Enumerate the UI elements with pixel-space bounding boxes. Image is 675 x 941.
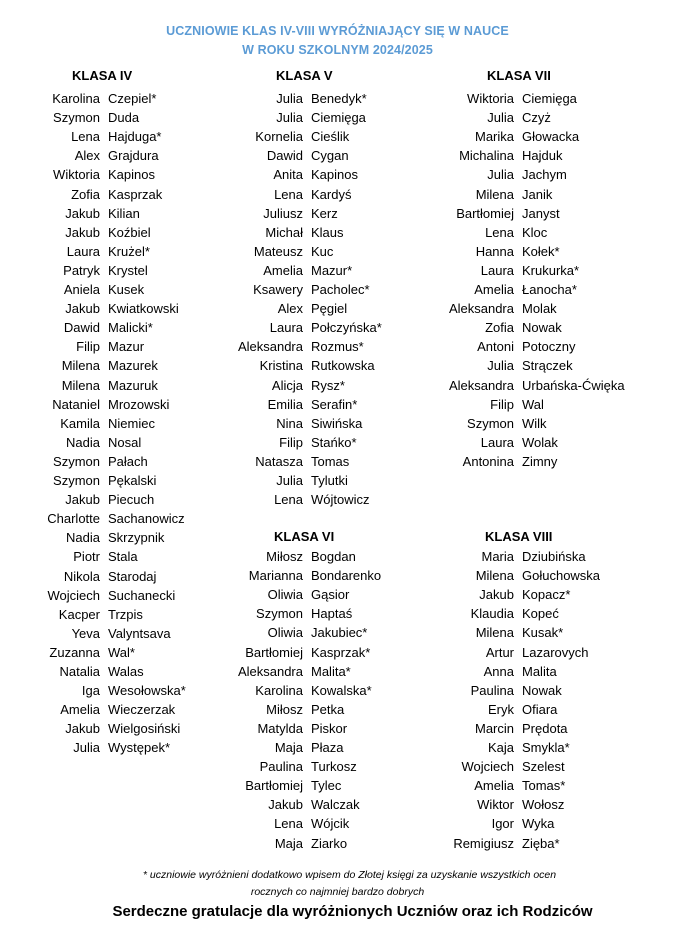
student-row [0,165,675,184]
student-first-name: Milena [61,358,100,374]
student-last-name: Skrzypnik [108,530,165,546]
student-row [0,356,675,375]
student-first-name: Julia [487,167,514,183]
footnote-line-2: rocznych co najmniej bardzo dobrych [250,886,425,898]
student-row [0,623,675,642]
student-last-name: Turkosz [311,759,357,775]
student-first-name: Jakub [479,587,514,603]
student-last-name: Czepiel* [108,91,157,106]
student-last-name: Lazarovych [522,644,589,660]
student-first-name: Marika [474,129,514,145]
student-last-name: Grajdura [108,148,159,164]
student-row [0,509,675,528]
student-first-name: Karolina [255,682,303,698]
student-last-name: Mrozowski [108,396,170,412]
student-last-name: Tomas* [522,778,566,794]
student-first-name: Zuzanna [49,644,100,660]
student-last-name: Molak [522,301,557,317]
student-first-name: Marianna [248,568,303,584]
student-first-name: Szymon [256,606,303,622]
student-last-name: Rutkowska [311,358,375,374]
student-first-name: Anna [483,663,514,679]
student-last-name: Kuc [311,243,334,259]
student-last-name: Zięba* [522,835,560,851]
student-row [0,452,675,471]
student-first-name: Kornelia [255,129,303,145]
student-row [0,795,675,814]
student-last-name: Szelest [522,759,565,775]
student-first-name: Lena [274,186,303,202]
congratulations-text: Serdeczne gratulacje dla wyróżnionych Uczniów oraz ich Rodziców [112,903,593,920]
student-last-name: Pacholec* [311,282,370,297]
student-first-name: Karolina [52,91,100,106]
student-last-name: Piskor [311,720,348,736]
student-last-name: Tomas [311,453,350,469]
student-last-name: Suchanecki [108,587,176,603]
student-row [0,376,675,395]
student-last-name: Kasprzak* [311,644,371,660]
student-last-name: Mazur [108,339,145,355]
student-first-name: Anita [273,167,303,183]
student-first-name: Szymon [467,415,514,431]
student-last-name: Połczyńska* [311,320,382,336]
student-last-name: Walczak [311,797,360,813]
student-last-name: Mazur* [311,262,353,278]
student-first-name: Filip [490,396,514,412]
student-first-name: Lena [274,492,303,508]
student-first-name: Julia [276,473,303,488]
student-last-name: Łanocha* [522,282,577,297]
student-first-name: Amelia [60,702,100,718]
student-first-name: Antoni [477,339,514,355]
student-first-name: Nikola [63,568,100,584]
student-row [0,108,675,127]
student-last-name: Kapinos [311,167,358,183]
student-last-name: Smykla* [522,740,570,755]
student-row [0,337,675,356]
student-last-name: Jakubiec* [311,625,368,641]
student-last-name: Gołuchowska [522,568,601,584]
student-last-name: Zimny [522,453,558,469]
student-first-name: Wiktor [477,797,514,813]
student-first-name: Patryk [63,262,100,278]
student-last-name: Ciemięga [522,91,577,106]
student-last-name: Serafin* [311,396,358,412]
student-first-name: Bartłomiej [245,644,303,660]
student-last-name: Stańko* [311,434,357,450]
student-row [0,242,675,261]
student-last-name: Pałach [108,453,148,469]
class-heading: KLASA V [276,68,333,83]
student-first-name: Kamila [60,415,100,431]
student-first-name: Oliwia [267,587,303,603]
student-last-name: Dziubińska [522,549,586,564]
student-last-name: Kopeć [522,606,559,622]
student-last-name: Prędota [522,720,568,736]
student-first-name: Hanna [475,243,514,259]
student-first-name: Jakub [65,492,100,508]
student-first-name: Artur [485,644,514,660]
student-first-name: Amelia [263,262,303,278]
student-last-name: Nowak [522,320,562,336]
student-first-name: Oliwia [267,625,303,641]
student-last-name: Wal* [108,644,135,660]
student-row [0,395,675,414]
student-last-name: Kołek* [522,243,560,259]
student-last-name: Koźbiel [108,224,151,240]
student-first-name: Milena [475,568,514,584]
student-first-name: Julia [73,740,100,756]
student-first-name: Wojciech [47,587,100,603]
student-last-name: Kwiatkowski [108,301,179,317]
student-first-name: Dawid [266,148,303,164]
student-first-name: Filip [76,339,100,355]
student-first-name: Laura [480,262,514,278]
student-last-name: Cieślik [311,129,350,145]
student-row [0,585,675,604]
student-first-name: Michalina [459,148,514,164]
student-row [0,776,675,795]
student-last-name: Kardyś [311,186,352,202]
student-first-name: Michał [265,224,303,240]
student-last-name: Mazuruk [108,377,158,393]
student-last-name: Ciemięga [311,110,366,126]
student-row [0,700,675,719]
student-first-name: Zofia [485,320,514,336]
student-first-name: Piotr [73,549,100,565]
student-first-name: Nataniel [52,396,100,412]
student-last-name: Wilk [522,415,547,431]
student-last-name: Tylec [311,778,342,794]
student-first-name: Remigiusz [453,835,514,851]
student-first-name: Laura [66,243,100,259]
student-first-name: Amelia [474,282,514,297]
student-row [0,719,675,738]
student-first-name: Bartłomiej [245,778,303,794]
student-first-name: Milena [475,625,514,641]
student-row [0,643,675,662]
student-last-name: Gąsior [311,587,350,603]
student-row [0,127,675,146]
student-first-name: Eryk [488,701,514,717]
student-last-name: Janyst [522,205,560,221]
student-first-name: Alicja [271,377,303,393]
student-first-name: Aleksandra [448,377,514,393]
student-row [0,681,675,700]
student-first-name: Natasza [255,453,303,469]
student-last-name: Hajduk [522,148,563,164]
student-last-name: Klaus [311,224,344,240]
student-row [0,223,675,242]
student-last-name: Mazurek [108,358,158,374]
student-last-name: Potoczny [522,339,576,355]
student-first-name: Emilia [267,396,303,412]
student-last-name: Wielgosiński [108,721,181,737]
student-first-name: Wiktoria [53,167,100,183]
student-last-name: Cygan [311,148,349,164]
student-last-name: Kasprzak [108,186,163,202]
student-row [0,738,675,757]
student-first-name: Maria [481,549,514,564]
student-first-name: Alex [74,148,100,164]
student-last-name: Kusek [108,282,145,297]
student-first-name: Maja [274,740,303,755]
student-last-name: Nowak [522,682,562,698]
student-first-name: Zofia [71,186,100,202]
student-last-name: Płaza [311,740,344,755]
student-first-name: Szymon [53,473,100,488]
student-last-name: Ofiara [522,701,558,717]
student-first-name: Dawid [63,320,100,336]
student-row [0,261,675,280]
student-first-name: Kristina [259,358,303,374]
student-first-name: Natalia [59,664,100,679]
student-row [0,547,675,566]
student-last-name: Ziarko [311,835,348,851]
student-last-name: Niemiec [108,415,155,431]
student-first-name: Jakub [65,721,100,737]
student-first-name: Szymon [53,110,100,126]
student-row [0,89,675,108]
student-first-name: Amelia [474,778,514,794]
header-subtitle: W ROKU SZKOLNYM 2024/2025 [242,43,433,57]
student-first-name: Bartłomiej [456,205,514,221]
student-first-name: Mateusz [253,243,303,259]
student-last-name: Wieczerzak [108,702,176,718]
student-first-name: Lena [71,129,100,145]
student-last-name: Siwińska [311,415,363,431]
student-first-name: Ksawery [253,282,303,297]
student-last-name: Malita [522,663,557,679]
student-first-name: Yeva [71,625,100,641]
student-first-name: Juliusz [263,205,303,221]
student-last-name: Rysz* [311,377,345,393]
student-last-name: Wal [522,396,544,412]
student-last-name: Kerz [311,205,338,221]
student-last-name: Pękalski [108,473,157,488]
student-last-name: Malita* [311,663,351,679]
student-last-name: Kusak* [522,625,564,641]
student-first-name: Igor [491,816,514,832]
student-last-name: Benedyk* [311,91,367,106]
student-last-name: Kopacz* [522,587,571,603]
student-first-name: Paulina [259,759,303,775]
student-first-name: Wojciech [461,759,514,775]
student-first-name: Julia [487,110,514,126]
student-first-name: Kacper [58,606,100,622]
student-first-name: Lena [485,224,514,240]
student-first-name: Julia [487,358,514,374]
student-row [0,490,675,509]
student-first-name: Milena [475,186,514,202]
student-row [0,834,675,853]
student-row [0,471,675,490]
student-last-name: Strączek [522,358,573,374]
student-first-name: Miłosz [266,701,303,717]
student-last-name: Wyka [522,816,555,832]
student-last-name: Bondarenko [311,568,382,584]
student-first-name: Nina [276,415,303,431]
class-heading: KLASA VI [274,529,335,544]
student-row [0,414,675,433]
student-row [0,566,675,585]
student-first-name: Nadia [66,434,100,450]
student-first-name: Laura [480,434,514,450]
student-last-name: Krużel* [108,243,150,259]
student-first-name: Julia [276,91,303,106]
student-last-name: Głowacka [522,129,580,145]
student-first-name: Jakub [268,797,303,813]
student-last-name: Sachanowicz [108,511,185,527]
student-last-name: Nosal [108,434,142,450]
student-last-name: Wójtowicz [311,492,370,508]
student-first-name: Jakub [65,301,100,317]
student-first-name: Jakub [65,205,100,221]
student-last-name: Duda [108,110,140,126]
student-last-name: Krukurka* [522,262,580,278]
student-first-name: Jakub [65,224,100,240]
student-row [0,146,675,165]
student-row [0,814,675,833]
student-last-name: Rozmus* [311,339,364,355]
student-last-name: Valyntsava [108,625,171,641]
student-first-name: Aniela [63,282,100,297]
student-last-name: Pęgiel [311,301,348,317]
student-row [0,204,675,223]
student-first-name: Maja [274,835,303,851]
student-first-name: Filip [279,434,303,450]
student-last-name: Jachym [522,167,567,183]
student-first-name: Julia [276,110,303,126]
student-first-name: Milena [61,377,100,393]
student-first-name: Klaudia [470,606,514,622]
student-first-name: Charlotte [47,511,100,527]
student-first-name: Matylda [257,720,303,736]
student-row [0,604,675,623]
student-first-name: Lena [274,816,303,832]
student-row [0,433,675,452]
student-first-name: Iga [81,683,100,699]
footnote-line-1: * uczniowie wyróżnieni dodatkowo wpisem do Złotej księgi za uzyskanie wszystkich ocen [142,869,557,881]
student-last-name: Wołosz [522,797,565,813]
student-last-name: Krystel [108,262,148,278]
student-row [0,280,675,299]
student-row [0,528,675,547]
student-last-name: Walas [108,664,144,679]
student-last-name: Wójcik [311,816,350,832]
student-last-name: Janik [522,186,553,202]
student-first-name: Alex [277,301,303,317]
student-first-name: Paulina [470,682,514,698]
student-first-name: Szymon [53,453,100,469]
student-row [0,185,675,204]
student-last-name: Haptaś [311,606,353,622]
student-last-name: Malicki* [108,320,153,336]
student-first-name: Antonina [462,453,514,469]
student-last-name: Występek* [108,740,171,756]
student-last-name: Trzpis [108,606,143,622]
student-first-name: Aleksandra [448,301,514,317]
student-last-name: Wolak [522,434,558,450]
student-last-name: Stala [108,549,138,565]
student-first-name: Kaja [487,740,514,755]
student-first-name: Miłosz [266,549,303,564]
student-first-name: Aleksandra [237,663,303,679]
student-last-name: Hajduga* [108,129,162,145]
class-heading: KLASA IV [72,68,133,83]
student-last-name: Kapinos [108,167,155,183]
student-row [0,757,675,776]
student-last-name: Tylutki [311,473,348,488]
student-first-name: Nadia [66,530,100,546]
student-last-name: Urbańska-Ćwięka [522,377,625,393]
student-row [0,299,675,318]
student-row [0,318,675,337]
student-row [0,662,675,681]
student-first-name: Aleksandra [237,339,303,355]
student-last-name: Kloc [522,224,548,240]
class-heading: KLASA VII [487,68,551,83]
student-last-name: Petka [311,701,345,717]
student-first-name: Laura [269,320,303,336]
student-last-name: Piecuch [108,492,155,508]
student-first-name: Marcin [474,720,514,736]
student-last-name: Czyż [522,110,551,126]
student-last-name: Kilian [108,205,140,221]
student-first-name: Wiktoria [467,91,514,106]
student-last-name: Bogdan [311,549,356,564]
class-heading: KLASA VIII [485,529,553,544]
header-title: UCZNIOWIE KLAS IV-VIII WYRÓŻNIAJĄCY SIĘ W NAUCE [166,24,509,38]
student-last-name: Kowalska* [311,682,372,698]
student-last-name: Wesołowska* [108,683,186,699]
student-last-name: Starodaj [108,568,157,584]
